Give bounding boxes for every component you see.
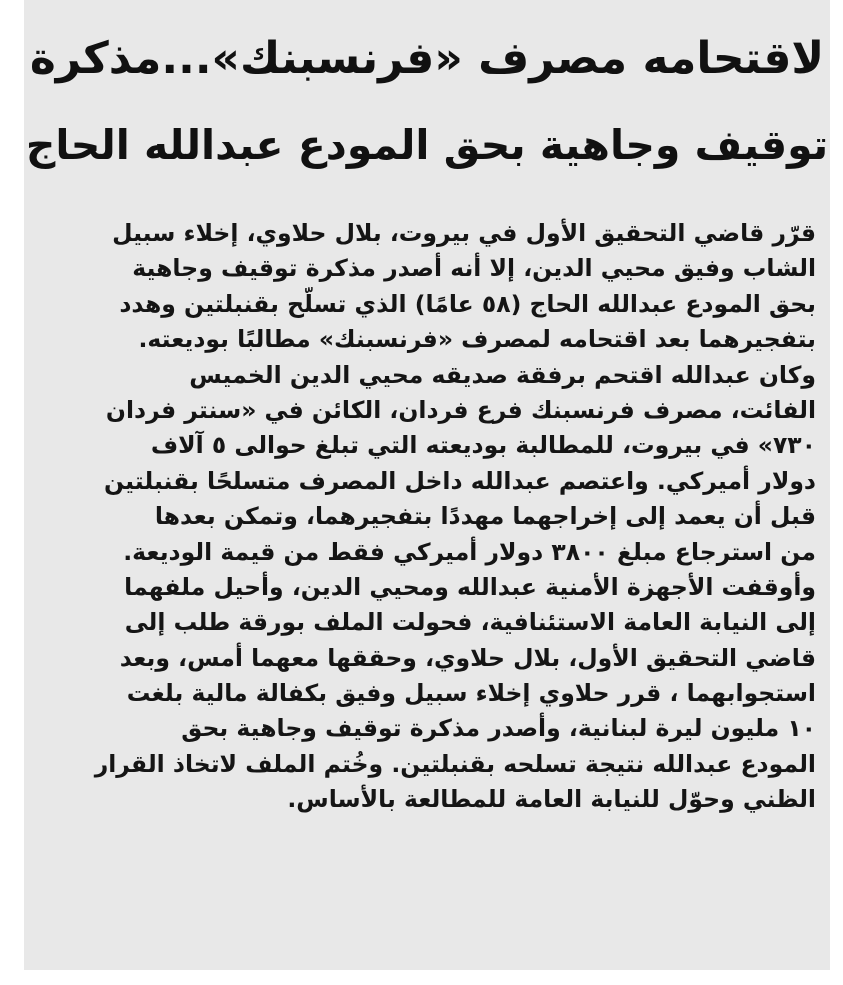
body-line: الفائت، مصرف فرنسبنك فرع فردان، الكائن في «سنتر فردان <box>105 395 816 424</box>
body-line: استجوابهما ، قرر حلاوي إخلاء سبيل وفيق بكفالة مالية بلغت <box>126 679 816 708</box>
body-line: قرّر قاضي التحقيق الأول في بيروت، بلال حلاوي، إخلاء سبيل <box>112 219 816 247</box>
body-line: قاضي التحقيق الأول، بلال حلاوي، وحققها معهما أمس، وبعد <box>119 643 816 672</box>
headline-line-1: لاقتحامه مصرف «فرنسبنك»...مذكرة <box>29 33 825 84</box>
body-line: ١٠ مليون ليرة لبنانية، وأصدر مذكرة توقيف وجاهية بحق <box>181 714 816 743</box>
body-line: قبل أن يعمد إلى إخراجهما مهددًا بتفجيرهما، وتمكن بعدها <box>154 502 816 531</box>
body-line: بحق المودع عبدالله الحاج (٥٨ عامًا) الذي تسلّح بقنبلتين وهدد <box>119 289 816 318</box>
body-line: بتفجيرهما بعد اقتحامه لمصرف «فرنسبنك» مطالبًا بوديعته. <box>138 325 816 354</box>
article-body <box>38 216 816 818</box>
body-line: الشاب وفيق محيي الدين، إلا أنه أصدر مذكرة توقيف وجاهية <box>132 254 816 283</box>
body-line: إلى النيابة العامة الاستئنافية، فحولت الملف بورقة طلب إلى <box>124 608 816 637</box>
body-line: من استرجاع مبلغ ٣٨٠٠ دولار أميركي فقط من قيمة الوديعة. <box>123 537 816 566</box>
body-line: وكان عبدالله اقتحم برفقة صديقه محيي الدين الخميس <box>189 360 816 389</box>
body-line: دولار أميركي. واعتصم عبدالله داخل المصرف متسلحًا بقنبلتين <box>104 466 816 495</box>
body-line: المودع عبدالله نتيجة تسلحه بقنبلتين. وخُتم الملف لاتخاذ القرار <box>94 749 816 778</box>
article-headline <box>24 16 830 188</box>
newspaper-clipping <box>24 0 830 970</box>
body-line: وأوقفت الأجهزة الأمنية عبدالله ومحيي الدين، وأحيل ملفهما <box>124 572 816 601</box>
headline-line-2: توقيف وجاهية بحق المودع عبدالله الحاج <box>25 121 829 169</box>
body-line: ٧٣٠» في بيروت، للمطالبة بوديعته التي تبلغ حوالى ٥ آلاف <box>150 431 816 460</box>
body-line: الظني وحوّل للنيابة العامة للمطالعة بالأساس. <box>287 785 816 814</box>
